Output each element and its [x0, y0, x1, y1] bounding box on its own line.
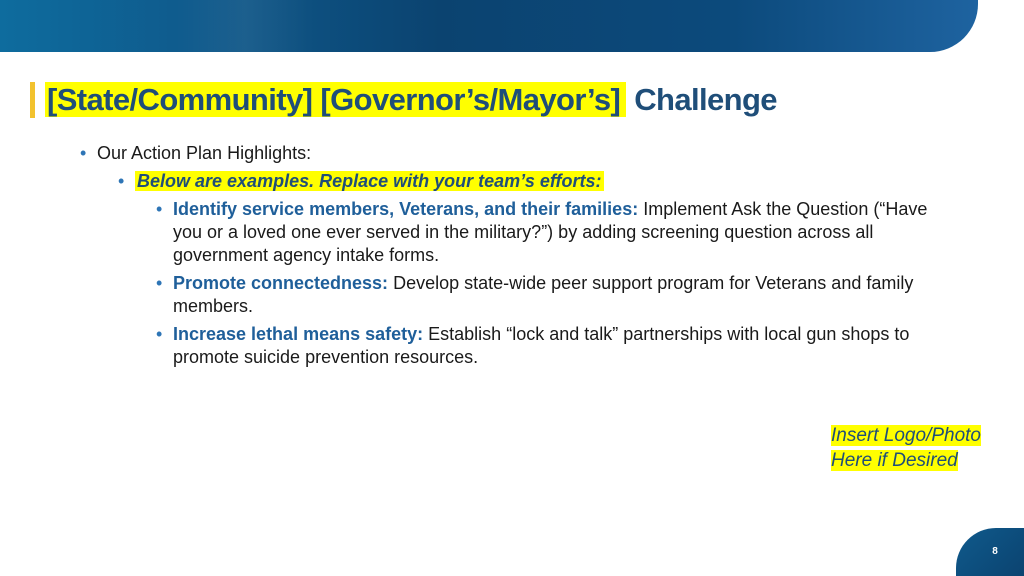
- slide-body[interactable]: [80, 142, 960, 369]
- bullet-level2-text: Below are examples. Replace with your team’s efforts:: [137, 171, 602, 191]
- list-item-lead: Identify service members, Veterans, and their families:: [173, 199, 639, 219]
- bullet-level1: [80, 142, 960, 165]
- list-item-lead: Promote connectedness:: [173, 273, 389, 293]
- title-highlighted-part: [State/Community] [Governor’s/Mayor’s]: [45, 82, 626, 117]
- list-item-text: Implement Ask the Question (“Have you or a loved one ever served in the military?”) by adding screening question across all government agency intake forms.: [173, 199, 928, 265]
- list-item: [156, 323, 960, 369]
- bullet-dot-icon: •: [156, 324, 163, 344]
- page-number-badge: [956, 528, 1024, 576]
- list-item: [156, 198, 960, 267]
- logo-placeholder-line1: Insert Logo/Photo: [831, 425, 981, 446]
- logo-placeholder[interactable]: [831, 423, 991, 473]
- bullet-level1-text: Our Action Plan Highlights:: [97, 143, 312, 163]
- logo-placeholder-line2: Here if Desired: [831, 450, 958, 471]
- bullet-dot-icon: •: [118, 171, 125, 191]
- list-item-lead: Increase lethal means safety:: [173, 324, 424, 344]
- bullet-level2: [118, 170, 960, 193]
- page-number: 8: [992, 546, 998, 557]
- bullet-dot-icon: •: [156, 199, 163, 219]
- title-accent-bar: [30, 82, 35, 118]
- list-item: [156, 272, 960, 318]
- title-rest: Challenge: [634, 82, 777, 117]
- list-item-text: Establish “lock and talk” partnerships with local gun shops to promote suicide prevention resources.: [173, 324, 910, 367]
- list-item-text: Develop state-wide peer support program for Veterans and family members.: [173, 273, 914, 316]
- page-title: [30, 78, 777, 122]
- banner-highlight: [175, 0, 315, 52]
- bullet-dot-icon: •: [156, 273, 163, 293]
- title-text[interactable]: [45, 82, 777, 118]
- header-banner: [0, 0, 978, 52]
- bullet-dot-icon: •: [80, 143, 87, 163]
